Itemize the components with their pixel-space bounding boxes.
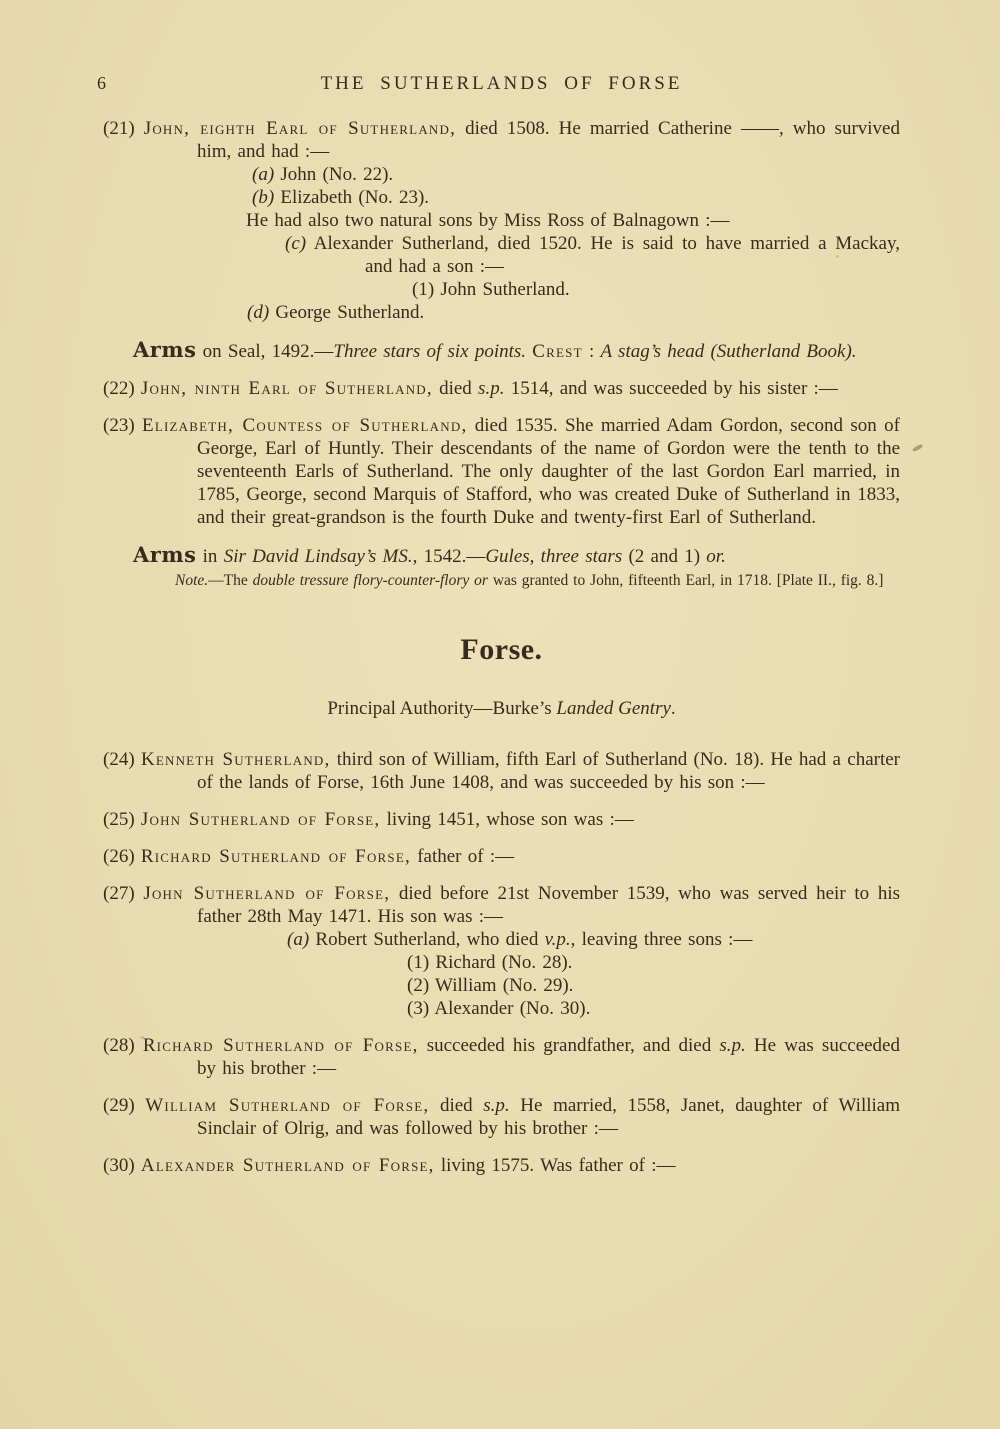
note-label: Note. [175,572,209,589]
arms-21-pre: on Seal, 1492.— [196,341,334,362]
section-heading-forse: Forse. [460,633,543,666]
entry-21-child-d [247,301,900,324]
entry-29-post: He married, 1558, Janet, daughter of William Sinclair of Olrig, and was followed by his brother :— [197,1095,900,1139]
entry-25 [103,808,900,831]
entry-21-child-a [252,163,900,186]
entry-24-paragraph [103,748,900,794]
arms-paragraph-21 [133,338,900,363]
page-number: 6 [97,73,107,93]
entry-27-child-a [287,928,900,951]
child-c-marker: (c) [285,233,307,254]
note-pre: —The [208,572,253,589]
entry-29-sp: s.p. [483,1095,510,1116]
entry-29-pre: died [429,1095,484,1116]
child-a-text: John (No. 22). [274,164,394,185]
entry-23 [103,414,900,529]
arms-23-pre: in [196,546,224,567]
entry-23-name: Elizabeth, Countess of Sutherland, [142,415,468,436]
arms-21-blazon: Three stars of six points. [333,341,527,362]
entry-26-name: Richard Sutherland of Forse, [140,846,411,867]
entry-22-sp: s.p. [478,378,505,399]
child-a-marker: (a) [252,164,275,185]
scan-artifact [912,444,924,453]
entry-22-number: (22) [103,378,135,399]
arms-23-ms: Sir David Lindsay’s MS. [223,546,413,567]
entry-30-paragraph [103,1154,900,1177]
entry-27-grandchild-2: (2) William (No. 29). [407,975,574,996]
entry-27 [103,882,900,1020]
child-c-text: Alexander Sutherland, died 1520. He is said to have married a Mackay, and had a son :— [306,233,900,277]
entry-27-paragraph [103,882,900,928]
entry-21-number: (21) [103,118,135,139]
child-d-text: George Sutherland. [269,302,425,323]
entry-29-paragraph [103,1094,900,1140]
crest-sep: : [582,341,601,362]
entry-30-text: living 1575. Was father of :— [434,1155,676,1176]
entry-24 [103,748,900,794]
entry-29-number: (29) [103,1095,135,1116]
note-tressure: double tressure flory-counter-flory or [252,572,488,589]
child-a-post: , leaving three sons :— [570,929,753,950]
entry-21-paragraph [103,117,900,163]
entry-21 [103,117,900,324]
entry-26-number: (26) [103,846,135,867]
entry-27-grandchild-1: (1) Richard (No. 28). [407,952,573,973]
crest-label: Crest [532,341,583,362]
page-header [97,72,900,95]
crest-text: A stag’s head (Sutherland Book). [600,341,857,362]
arms-23-arrangement: (2 and 1) [622,546,707,567]
arms-label: Arms [133,542,197,567]
entry-28-post: He was succeeded by his brother :— [197,1035,900,1079]
entry-24-name: Kenneth Sutherland, [140,749,331,770]
entry-22-post: 1514, and was succeeded by his sister :— [504,378,838,399]
entry-21-child-c [285,232,900,278]
entry-26-text: father of :— [410,846,515,867]
footnote [163,570,900,591]
entry-28-pre: succeeded his grandfather, and died [418,1035,720,1056]
entry-24-text: third son of William, fifth Earl of Sutherland (No. 18). He had a charter of the lands of Forse, 16th June 1408, and was succeeded by his son :— [197,749,900,793]
entry-28-sp: s.p. [719,1035,746,1056]
entry-23-number: (23) [103,415,135,436]
authority-source: Landed Gentry [556,698,671,719]
child-a-marker: (a) [287,929,310,950]
entry-27-text: died before 21st November 1539, who was served heir to his father 28th May 1471. His son was :— [197,883,900,927]
entry-23-text: died 1535. She married Adam Gordon, second son of George, Earl of Huntly. Their descendants of the name of Gordon were the tenth to the seventeenth Earls of Sutherland. The only daughter of the last Gordon Earl married, in 1785, George, second Marquis of Stafford, who was created Duke of Sutherland in 1833, and their great-grandson is the fourth Duke and twenty-first Earl of Sutherland. [197,415,900,528]
entry-26 [103,845,900,868]
child-a-pre: Robert Sutherland, who died [309,929,545,950]
authority-pre: Principal Authority—Burke’s [327,698,557,719]
entry-21-grandchild-1: (1) John Sutherland. [412,279,570,300]
entry-21-natural-sons: He had also two natural sons by Miss Ross of Balnagown :— [246,210,730,231]
running-title: THE SUTHERLANDS OF FORSE [320,73,683,94]
entry-22-paragraph [103,377,900,400]
entry-21-text: died 1508. He married Catherine ——, who survived him, and had :— [197,118,900,162]
entry-29 [103,1094,900,1140]
entry-25-text: living 1451, whose son was :— [380,809,634,830]
entry-26-paragraph [103,845,900,868]
arms-paragraph-23 [133,543,900,568]
page-content [97,72,900,1191]
entry-27-number: (27) [103,883,135,904]
entry-25-number: (25) [103,809,135,830]
entry-30-number: (30) [103,1155,135,1176]
entry-22-name: John, ninth Earl of Sutherland, [140,378,433,399]
entry-23-paragraph [103,414,900,529]
arms-23-blazon: Gules, three stars [485,546,623,567]
entry-24-number: (24) [103,749,135,770]
entry-30 [103,1154,900,1177]
arms-label: Arms [133,337,197,362]
entry-28-name: Richard Sutherland of Forse, [142,1035,419,1056]
child-b-text: Elizabeth (No. 23). [274,187,430,208]
entry-25-paragraph [103,808,900,831]
entry-28-number: (28) [103,1035,135,1056]
child-a-vp: v.p. [544,929,571,950]
note-post: was granted to John, fifteenth Earl, in 1718. [Plate II., fig. 8.] [487,572,884,589]
entry-29-name: William Sutherland of Forse, [145,1095,430,1116]
entry-28-paragraph [103,1034,900,1080]
arms-23-mid: , 1542.— [412,546,486,567]
child-b-marker: (b) [252,187,275,208]
entry-22 [103,377,900,400]
entry-30-name: Alexander Sutherland of Forse, [140,1155,435,1176]
arms-23-or: or. [706,546,726,567]
principal-authority [103,697,900,720]
entry-28 [103,1034,900,1080]
entry-25-name: John Sutherland of Forse, [140,809,381,830]
entry-21-name: John, eighth Earl of Sutherland, [143,118,457,139]
entry-27-grandchild-3: (3) Alexander (No. 30). [407,998,591,1019]
child-d-marker: (d) [247,302,270,323]
entry-27-name: John Sutherland of Forse, [143,883,391,904]
entry-22-pre: died [432,378,479,399]
authority-post: . [670,698,676,719]
entry-21-child-b [252,186,900,209]
